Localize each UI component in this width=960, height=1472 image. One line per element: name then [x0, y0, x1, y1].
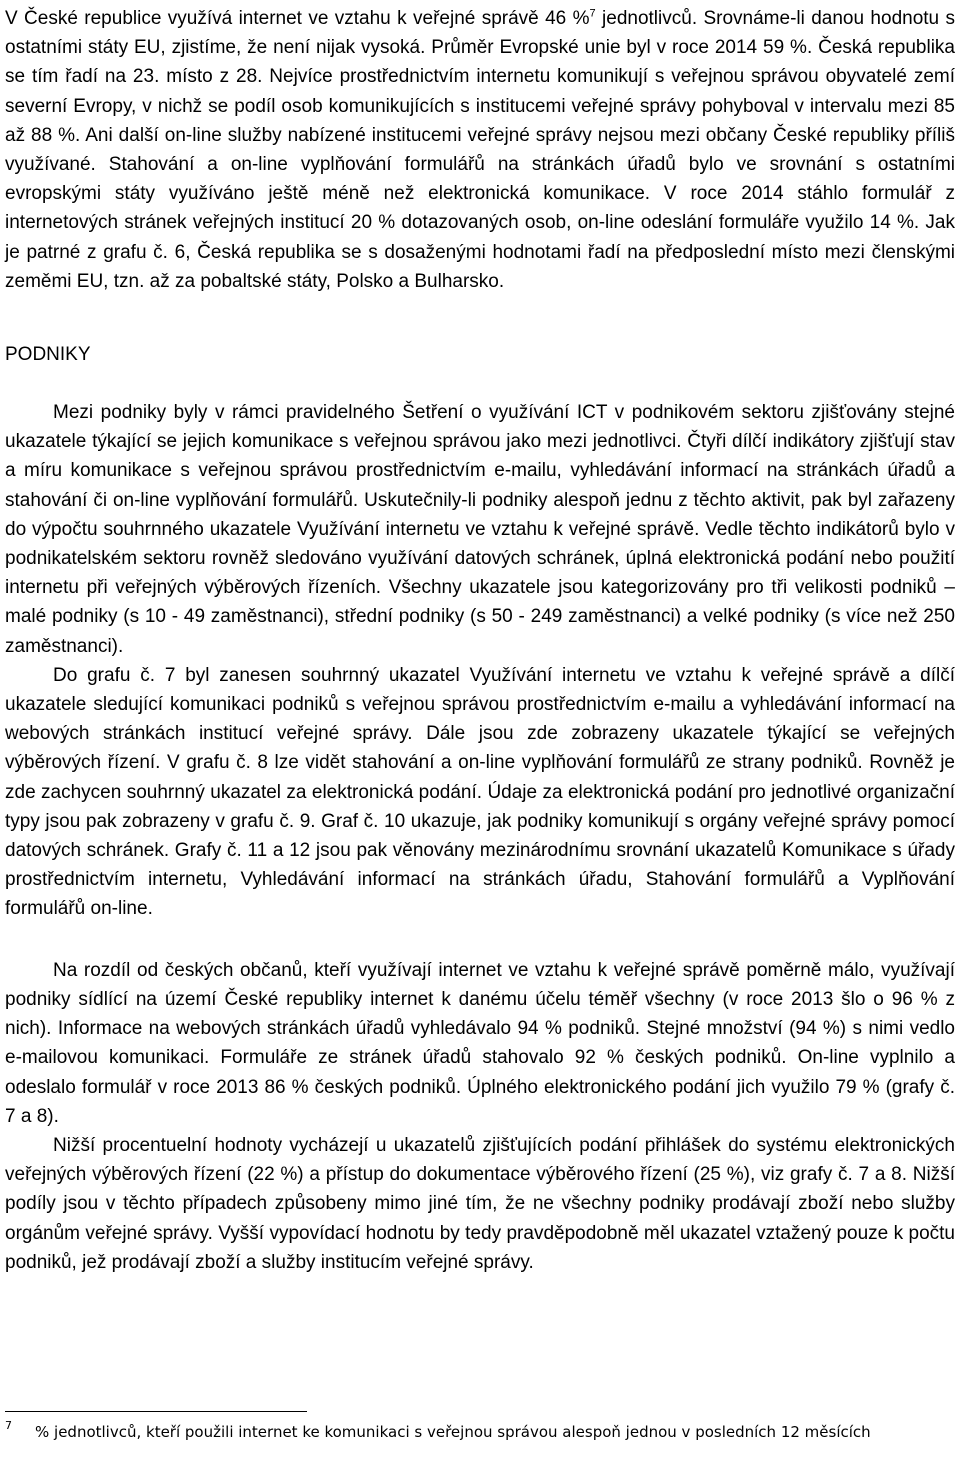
paragraph-enterprise-results: Na rozdíl od českých občanů, kteří využívají internet ve vztahu k veřejné správě poměrně málo, využívají podniky sídlící na území České republiky internet k danému účelu téměř všechny (v roce 2013 šlo o 96 % z nich). Informace na webových stránkách úřadů vyhledávalo 94 % podniků. Stejné množství (94 %) s nimi vedlo e-mailovou komunikaci. Formuláře ze stránek úřadů stahovalo 92 % českých podniků. On-line vyplnilo a odeslalo formulář v roce 2013 86 % českých podniků. Úplného elektronického podání jich využilo 79 % (grafy č. 7 a 8). — [5, 959, 955, 1127]
footnote — [5, 1420, 955, 1444]
document-page — [5, 4, 955, 1277]
paragraph-text: jednotlivců. Srovnáme-li danou hodnotu s ostatními státy EU, zjistíme, že není nijak vysoká. Průměr Evropské unie byl v roce 2014 59 %. Česká republika se tím řadí na 23. místo z 28. Nejvíce prostřednictvím internetu komunikují s veřejnou správou obyvatelé zemí severní Evropy, v nichž se podíl osob komunikujících s institucemi veřejné správy pohyboval v intervalu mezi 85 až 88 %. Ani další on-line služby nabízené institucemi veřejné správy nejsou mezi občany České republiky příliš využívané. Stahování a on-line vyplňování formulářů na stránkách úřadů bylo ve srovnání s ostatními evropskými státy využíváno ještě méně než elektronická komunikace. V roce 2014 stáhlo formulář z internetových stránek veřejných institucí 20 % dotazovaných osob, on-line odeslání formuláře využilo 14 %. Jak je patrné z grafu č. 6, Česká republika se s dosaženými hodnotami řadí na předposlední místo mezi členskými zeměmi EU, tzn. až za pobaltské státy, Polsko a Bulharsko. — [5, 8, 955, 292]
paragraph-procurement-results: Nižší procentuelní hodnoty vycházejí u ukazatelů zjišťujících podání přihlášek do systému elektronických veřejných výběrových řízení (22 %) a přístup do dokumentace výběrového řízení (25 %), viz grafy č. 7 a 8. Nižší podíly jsou v těchto případech způsobeny mimo jiné tím, že ne všechny podniky prodávají zboží nebo služby orgánům veřejné správy. Vyšší vypovídací hodnotu by tedy pravděpodobně měl ukazatel vztažený pouze k počtu podniků, jež prodávají zboží a služby institucím veřejné správy. — [5, 1134, 955, 1273]
footnote-separator — [5, 1411, 307, 1412]
paragraph-enterprises-indicators: Mezi podniky byly v rámci pravidelného Šetření o využívání ICT v podnikovém sektoru zjišťovány stejné ukazatele týkající se jejich komunikace s veřejnou správou jako mezi jednotlivci. Čtyři dílčí indikátory zjišťují stav a míru komunikace s veřejnou správou prostřednictvím e-mailu, vyhledávání informací na stránkách úřadů a stahování či on-line vyplňování formulářů. Uskutečnily-li podniky alespoň jednu z těchto aktivit, pak byl zařazeny do výpočtu souhrnného ukazatele Využívání internetu ve vztahu k veřejné správě. Vedle těchto indikátorů bylo v podnikatelském sektoru rovněž sledováno využívání datových schránek, úplná elektronická podání nebo použití internetu při veřejných výběrových řízeních. Všechny ukazatele jsou kategorizovány pro tři velikosti podniků – malé podniky (s 10 - 49 zaměstnanci), střední podniky (s 50 - 249 zaměstnanci) a velké podniky (s více než 250 zaměstnanci). — [5, 402, 955, 657]
paragraph-text: V České republice využívá internet ve vztahu k veřejné správě 46 % — [5, 8, 590, 29]
footnote-number: 7 — [5, 1419, 12, 1432]
paragraph-graph-description: Do grafu č. 7 byl zanesen souhrnný ukazatel Využívání internetu ve vztahu k veřejné správě a dílčí ukazatele sledující komunikaci podniků s veřejnou správou prostřednictvím e-mailu a vyhledávání informací na webových stránkách institucí veřejné správy. Dále jsou zde zobrazeny ukazatele týkající se veřejných výběrových řízení. V grafu č. 8 lze vidět stahování a on-line vyplňování formulářů ze strany podniků. Rovněž je zde zachycen souhrnný ukazatel za elektronická podání. Údaje za elektronická podání pro jednotlivé organizační typy jsou pak zobrazeny v grafu č. 9. Graf č. 10 ukazuje, jak podniky komunikují s orgány veřejné správy pomocí datových schránek. Grafy č. 11 a 12 jsou pak věnovány mezinárodnímu srovnání ukazatelů Komunikace s úřady prostřednictvím internetu, Vyhledávání informací na stránkách úřadu, Stahování formulářů a Vyplňování formulářů on-line. — [5, 664, 955, 920]
section-heading-podniky: PODNIKY — [5, 344, 91, 366]
footnote-reference: 7 — [589, 7, 596, 20]
paragraph-individuals-intro — [5, 4, 955, 296]
footnote-text: % jednotlivců, kteří použili internet ke komunikaci s veřejnou správou alespoň jednou v posledních 12 měsících — [35, 1423, 871, 1441]
